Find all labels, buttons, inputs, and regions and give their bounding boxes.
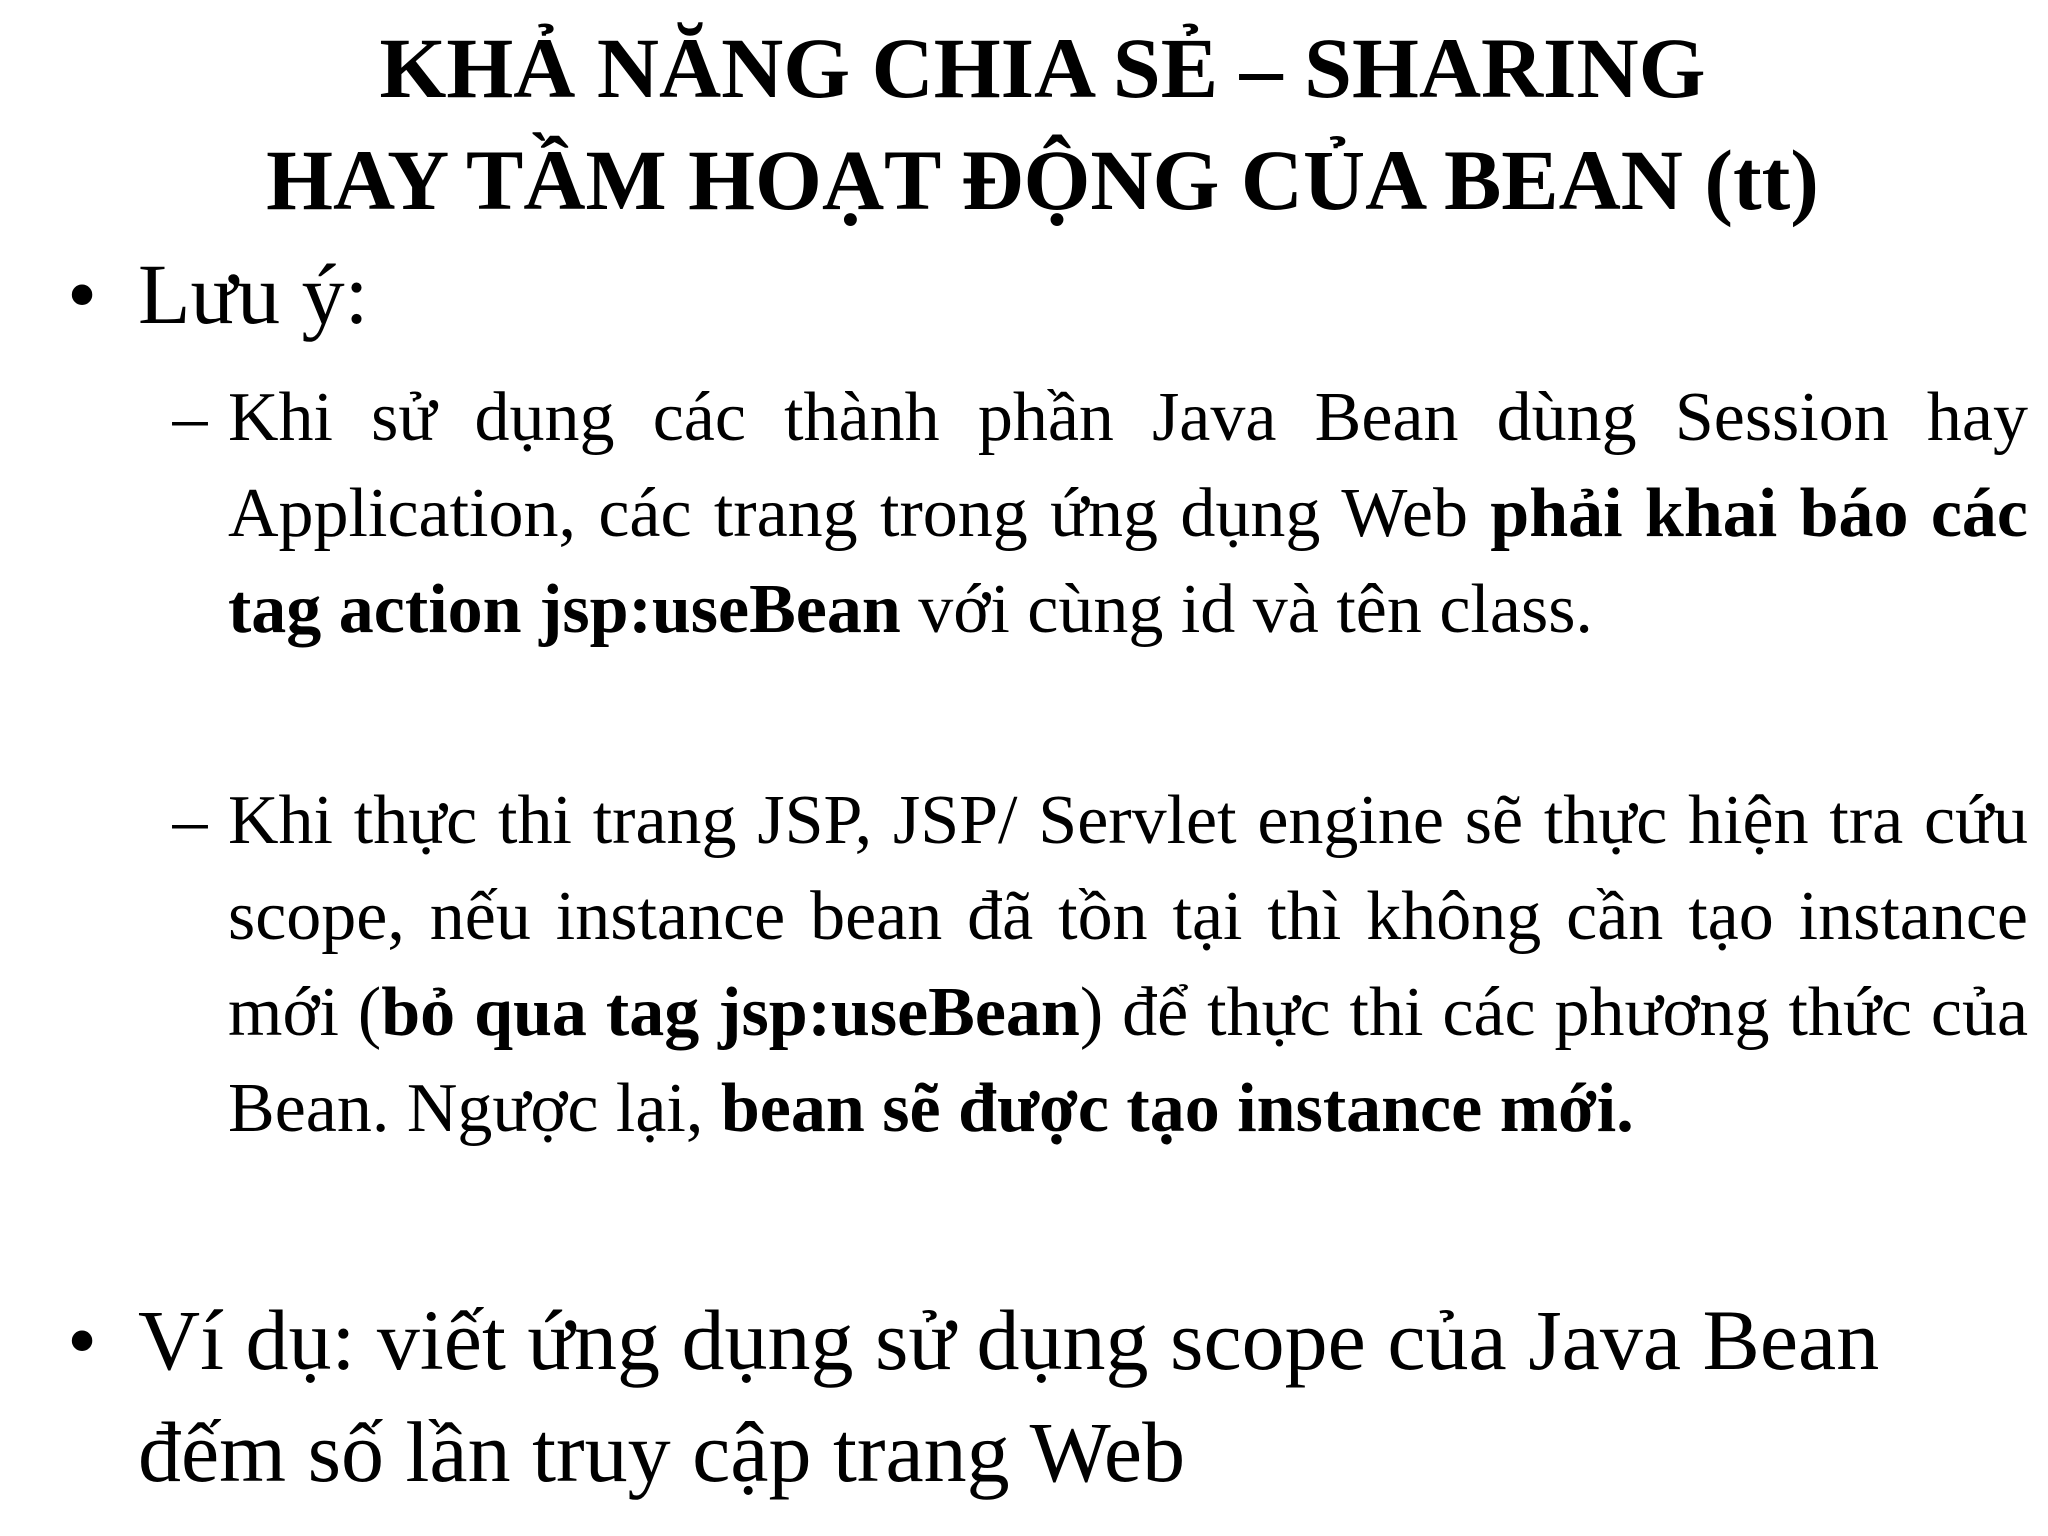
sub-item-text-bold: bỏ qua tag jsp:useBean xyxy=(381,974,1080,1051)
sub-item-text xyxy=(228,773,2028,1157)
title-line-1: KHẢ NĂNG CHIA SẺ – SHARING xyxy=(379,20,1706,116)
slide-title xyxy=(0,12,2048,236)
bullet-dot: • xyxy=(66,246,98,342)
sub-dash: – xyxy=(172,379,208,456)
sub-item-text-part: với cùng id và tên class. xyxy=(900,571,1593,648)
bullet-note-text: Lưu ý: xyxy=(138,246,369,342)
bullet-dot: • xyxy=(66,1292,98,1388)
sub-item-text-part: Khi thực thi trang JSP, JSP/ Servlet engine sẽ thực hiện tra cứu scope, nếu instance bean đã tồn tại thì không cần tạo instance mới ( xyxy=(228,782,2028,1051)
title-line-2: HAY TẦM HOẠT ĐỘNG CỦA BEAN (tt) xyxy=(266,132,1819,228)
sub-item-text-part: ) để thực thi các phương thức của Bean. Ngược lại, xyxy=(228,974,2029,1147)
sub-item-text xyxy=(228,370,2028,658)
sub-item-text-part: Khi sử dụng các thành phần Java Bean dùng Session hay Application, các trang trong ứng dụng Web xyxy=(228,379,2028,552)
bullet-example-text: Ví dụ: viết ứng dụng sử dụng scope của Java Bean đếm số lần truy cập trang Web xyxy=(138,1292,1880,1500)
sub-item-text-bold: phải khai báo các tag action jsp:useBean xyxy=(228,475,2028,648)
sub-item-text-bold: bean sẽ được tạo instance mới. xyxy=(720,1070,1634,1147)
sub-dash: – xyxy=(172,782,208,859)
